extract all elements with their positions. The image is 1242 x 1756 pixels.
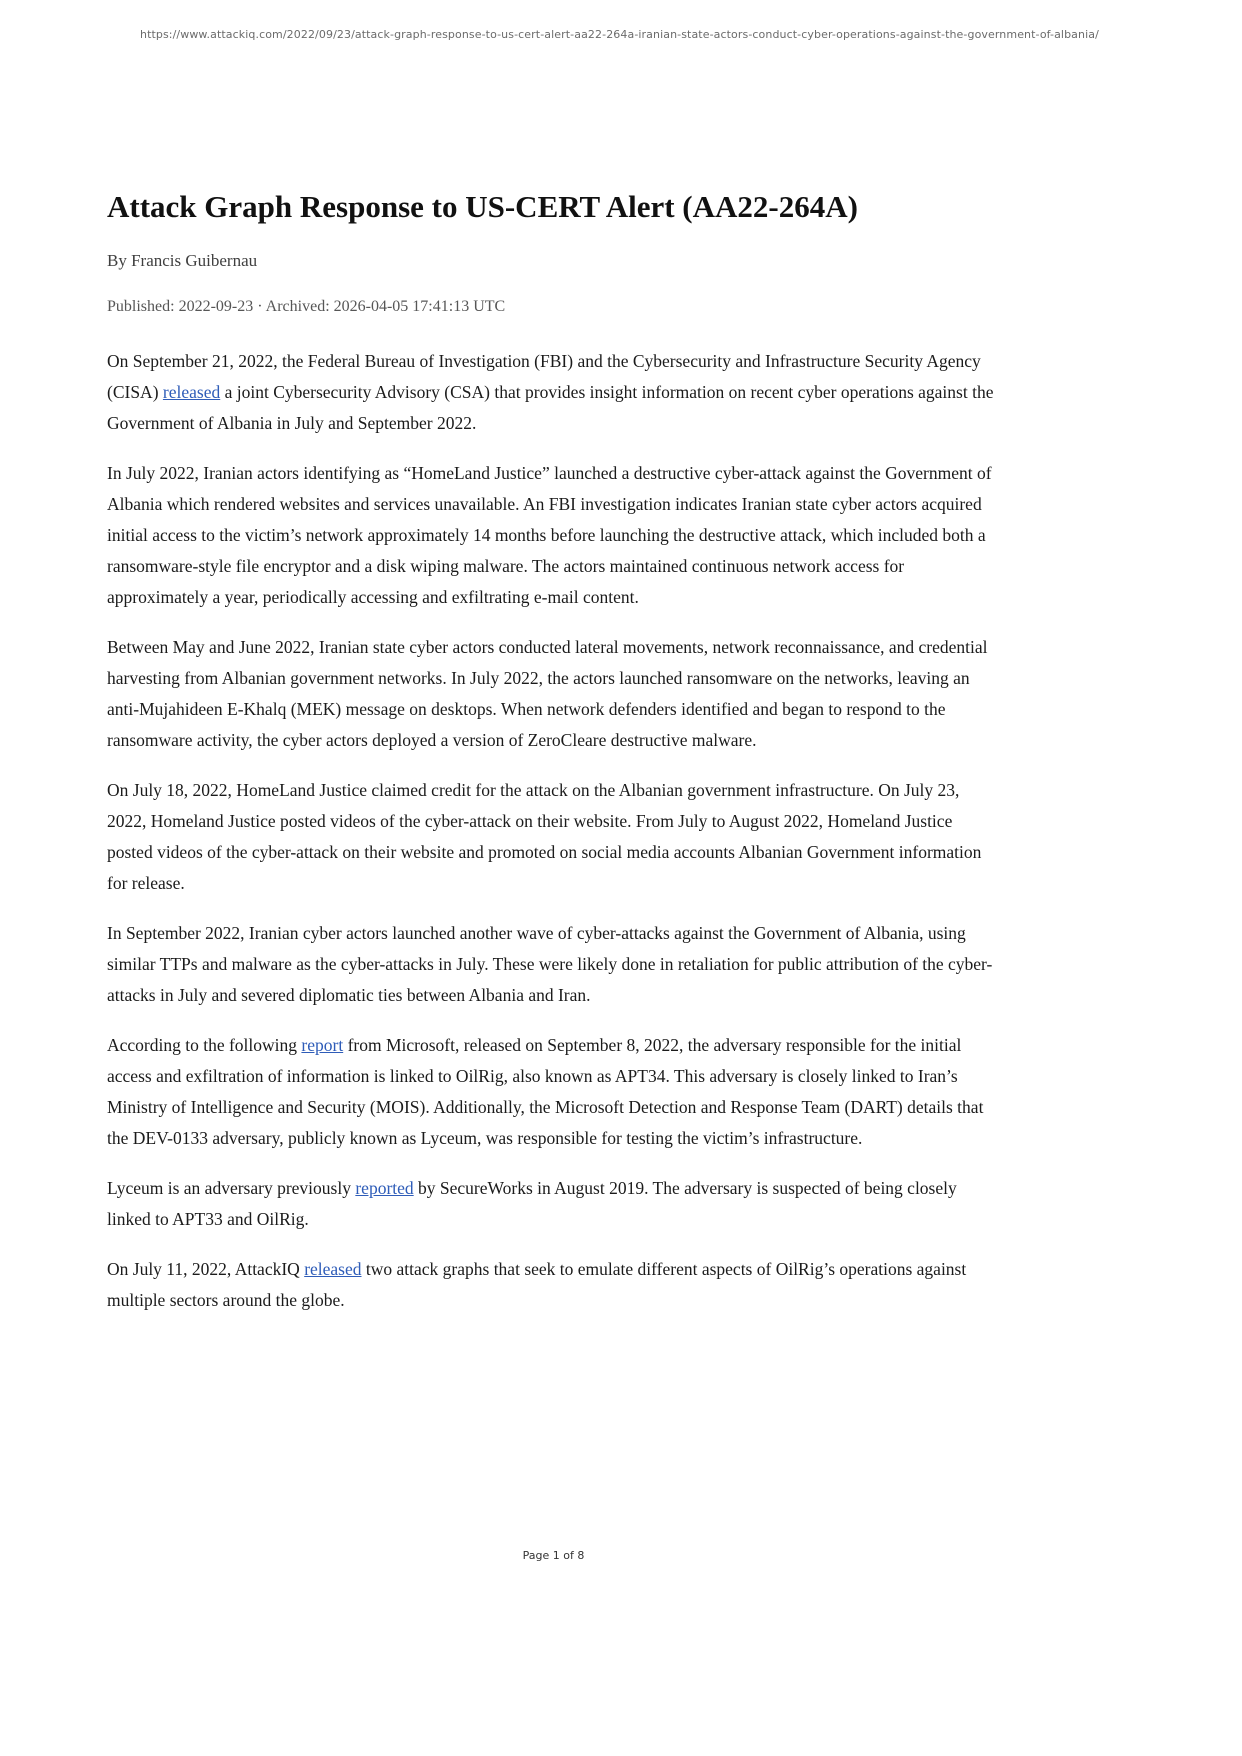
inline-link-reported[interactable]: reported (355, 1178, 414, 1199)
paragraph-attackiq-graphs (107, 1254, 1000, 1316)
paragraph-september-wave (107, 918, 1000, 1011)
paragraph-text: Between May and June 2022, Iranian state cyber actors conducted lateral movements, network reconnaissance, and credential harvesting from Albanian government networks. In July 2022, the actors launched ransomware on the networks, leaving an anti-Mujahideen E-Khalq (MEK) message on desktops. When network defenders identified and began to respond to the ransomware activity, the cyber actors deployed a version of ZeroCleare destructive malware. (107, 637, 988, 751)
page-number: Page 1 of 8 (522, 1549, 585, 1562)
source-url: https://www.attackiq.com/2022/09/23/attack-graph-response-to-us-cert-alert-aa22-264a-iranian-state-actors-conduct-cyber-operations-against-the-government-of-albania/ (140, 28, 1099, 41)
article (107, 0, 1000, 1335)
published-archived-meta: Published: 2022-09-23 · Archived: 2026-04-05 17:41:13 UTC (107, 298, 506, 316)
paragraph-text: On September 21, 2022, the Federal Bureau of Investigation (FBI) and the Cybersecurity and Infrastructure Security Agency (CISA) (107, 351, 981, 403)
paragraph-text: According to the following (107, 1035, 302, 1056)
paragraph-text: by SecureWorks in August 2019. The adversary is suspected of being closely linked to APT33 and OilRig. (107, 1178, 957, 1230)
page-title: Attack Graph Response to US-CERT Alert (AA22-264A) (107, 189, 858, 224)
paragraph-text: from Microsoft, released on September 8, 2022, the adversary responsible for the initial access and exfiltration of information is linked to OilRig, also known as APT34. This adversary is closely linked to Iran’s Ministry of Intelligence and Security (MOIS). Additionally, the Microsoft Detection and Response Team (DART) details that the DEV-0133 adversary, publicly known as Lyceum, was responsible for testing the victim’s infrastructure. (107, 1035, 984, 1149)
paragraph-lateral-movements (107, 632, 1000, 756)
paragraph-text: On July 11, 2022, AttackIQ (107, 1259, 305, 1280)
inline-link-report[interactable]: report (301, 1035, 344, 1056)
byline: By Francis Guibernau (107, 251, 258, 271)
paragraph-text: In September 2022, Iranian cyber actors launched another wave of cyber-attacks against the Government of Albania, using similar TTPs and malware as the cyber-attacks in July. These were likely done in retaliation for public attribution of the cyber-attacks in July and severed diplomatic ties between Albania and Iran. (107, 923, 993, 1006)
paragraph-text: On July 18, 2022, HomeLand Justice claimed credit for the attack on the Albanian government infrastructure. On July 23, 2022, Homeland Justice posted videos of the cyber-attack on their website. From July to August 2022, Homeland Justice posted videos of the cyber-attack on their website and promoted on social media accounts Albanian Government information for release. (107, 780, 982, 894)
paragraph-intro (107, 346, 1000, 439)
paragraph-text: In July 2022, Iranian actors identifying as “HomeLand Justice” launched a destructive cyber-attack against the Government of Albania which rendered websites and services unavailable. An FBI investigation indicates Iranian state cyber actors acquired initial access to the victim’s network approximately 14 months before launching the destructive attack, which included both a ransomware-style file encryptor and a disk wiping malware. The actors maintained continuous network access for approximately a year, periodically accessing and exfiltrating e-mail content. (107, 463, 992, 608)
inline-link-released-csa[interactable]: released (162, 382, 221, 403)
paragraph-text: Lyceum is an adversary previously (107, 1178, 356, 1199)
paragraph-microsoft-report (107, 1030, 1000, 1154)
paragraph-lyceum (107, 1173, 1000, 1235)
paragraph-claimed-credit (107, 775, 1000, 899)
paragraph-text: a joint Cybersecurity Advisory (CSA) that provides insight information on recent cyber operations against the Government of Albania in July and September 2022. (107, 382, 994, 434)
paragraph-text: two attack graphs that seek to emulate different aspects of OilRig’s operations against multiple sectors around the globe. (107, 1259, 967, 1311)
paragraph-homeland-justice-attack (107, 458, 1000, 613)
inline-link-released-graphs[interactable]: released (304, 1259, 362, 1280)
